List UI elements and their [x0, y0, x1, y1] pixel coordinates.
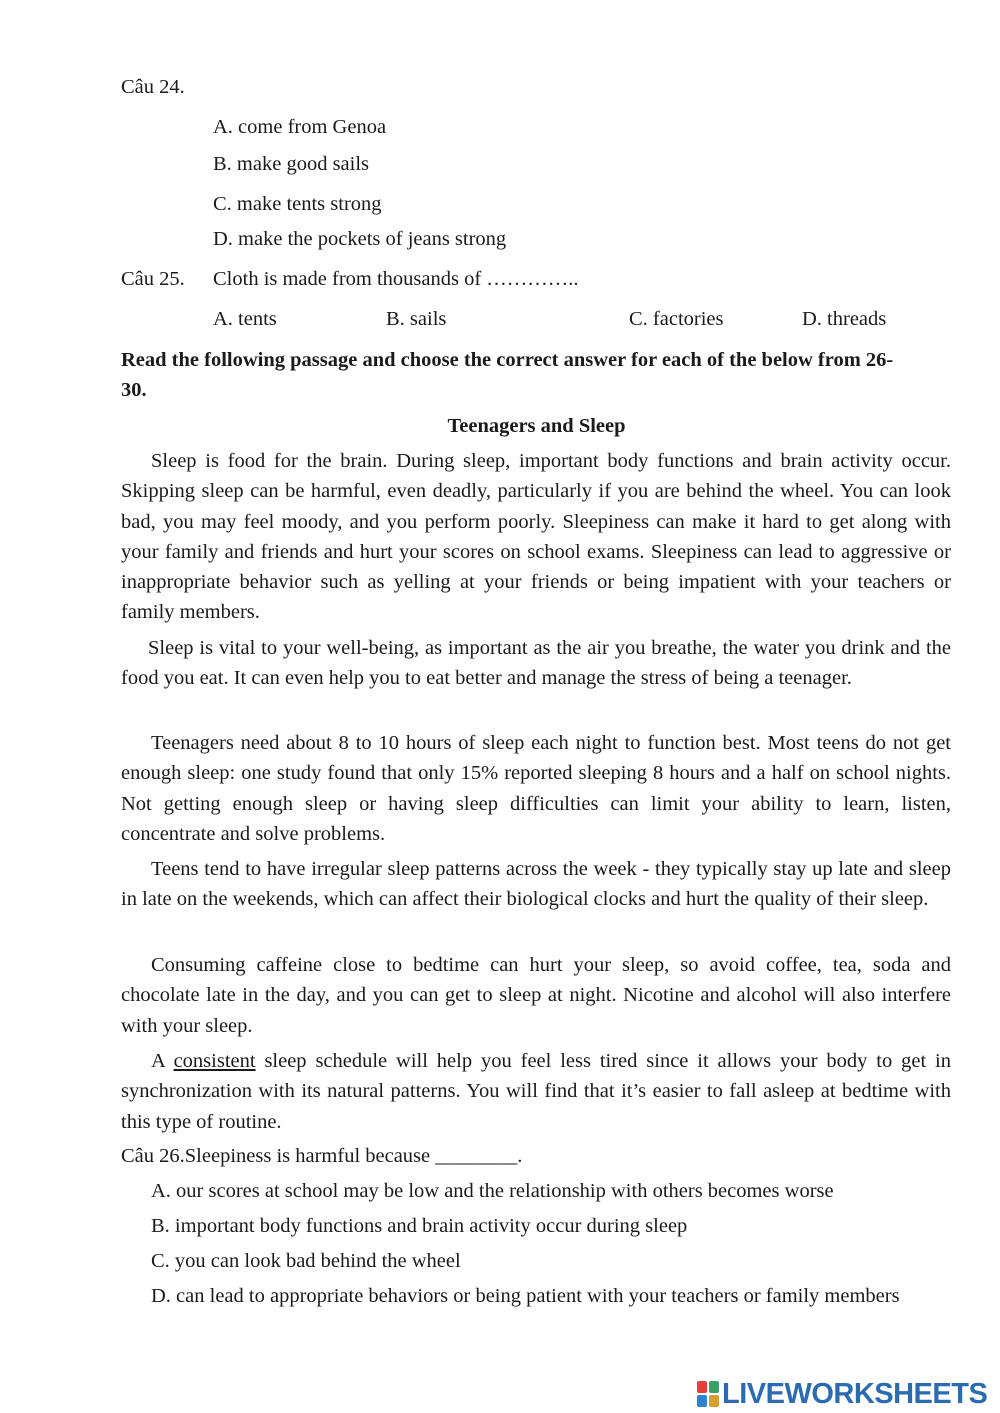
passage-paragraph-4: Teens tend to have irregular sleep patterns across the week - they typically stay up late and sleep in late on the weekends, which can affect their biological clocks and hurt the quality of their sleep.: [121, 858, 951, 911]
paragraph-6-start: A: [151, 1050, 174, 1072]
question-26-option-a: A. our scores at school may be low and the relationship with others becomes worse: [151, 1180, 834, 1202]
instruction-line-1: Read the following passage and choose the correct answer for each of the below from 26-: [121, 349, 894, 371]
paragraph-6-rest: sleep schedule will help you feel less tired since it allows your body to get in synchronization with its natural patterns. You will find that it’s easier to fall asleep at bedtime with this type of routine.: [121, 1050, 951, 1133]
passage-paragraph-3: Teenagers need about 8 to 10 hours of sleep each night to function best. Most teens do not get enough sleep: one study found that only 15% reported sleeping 8 hours and a half on school nights. Not getting enough sleep or having sleep difficulties can limit your ability to learn, listen, concentrate and solve problems.: [121, 732, 951, 845]
question-25-stem: Cloth is made from thousands of …………..: [213, 268, 579, 290]
question-24-option-c: C. make tents strong: [213, 193, 382, 215]
instruction-line-2: 30.: [121, 379, 147, 401]
passage-paragraph-5: Consuming caffeine close to bedtime can hurt your sleep, so avoid coffee, tea, soda and chocolate late in the day, and you can get to sleep at night. Nicotine and alcohol will also interfere with your sleep.: [121, 954, 951, 1037]
underlined-word-consistent: consistent: [173, 1050, 256, 1072]
passage-paragraph-6: [121, 1046, 951, 1137]
question-25-label: Câu 25.: [121, 268, 185, 290]
question-26-option-d: D. can lead to appropriate behaviors or being patient with your teachers or family members: [151, 1285, 900, 1307]
question-24-label: Câu 24.: [121, 76, 185, 98]
question-25-option-c: C. factories: [629, 308, 724, 330]
question-26-stem: Câu 26.Sleepiness is harmful because ________.: [121, 1145, 523, 1167]
question-24-option-b: B. make good sails: [213, 153, 370, 175]
question-26-option-c: C. you can look bad behind the wheel: [151, 1250, 461, 1272]
liveworksheets-logo-text: LIVEWORKSHEETS: [722, 1377, 988, 1410]
liveworksheets-watermark: [697, 1377, 987, 1411]
passage-title: Teenagers and Sleep: [447, 415, 626, 437]
question-25-option-b: B. sails: [386, 308, 447, 330]
passage-paragraph-2: Sleep is vital to your well-being, as important as the air you breathe, the water you drink and the food you eat. It can even help you to eat better and manage the stress of being a teenager.: [121, 637, 951, 690]
liveworksheets-logo-icon: [697, 1381, 719, 1407]
passage-paragraph-1: Sleep is food for the brain. During sleep, important body functions and brain activity occur. Skipping sleep can be harmful, even deadly, particularly if you are behind the wheel. You can look bad, you may feel moody, and you perform poorly. Sleepiness can make it hard to get along with your family and friends and hurt your scores on school exams. Sleepiness can lead to aggressive or inappropriate behavior such as yelling at your friends or being impatient with your teachers or family members.: [121, 450, 951, 624]
question-25-option-d: D. threads: [802, 308, 887, 330]
question-25-option-a: A. tents: [213, 308, 277, 330]
question-26-option-b: B. important body functions and brain activity occur during sleep: [151, 1215, 688, 1237]
question-24-option-d: D. make the pockets of jeans strong: [213, 228, 507, 250]
question-24-option-a: A. come from Genoa: [213, 116, 387, 138]
